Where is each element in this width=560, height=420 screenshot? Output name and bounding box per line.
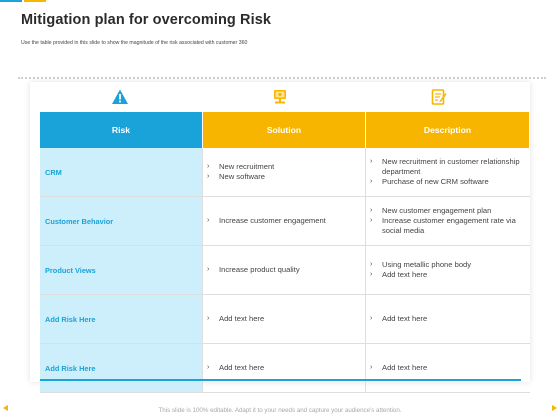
notepad-pencil-icon — [430, 88, 448, 106]
solution-cell — [203, 295, 366, 344]
list-item — [370, 363, 524, 373]
bullet-chevron-icon: › — [370, 158, 373, 165]
solution-cell — [203, 148, 366, 197]
table-row — [40, 246, 530, 295]
table-row — [40, 197, 530, 246]
slide-title: Mitigation plan for overcoming Risk — [21, 12, 272, 28]
description-text: Increase customer engagement rate via social media — [382, 216, 516, 235]
description-cell — [366, 246, 530, 295]
list-item — [370, 260, 524, 270]
list-item — [370, 216, 524, 236]
description-text: New customer engagement plan — [382, 206, 492, 215]
list-item — [370, 157, 524, 177]
description-text: Add text here — [382, 314, 428, 323]
bullet-chevron-icon: › — [370, 271, 373, 278]
solution-text: New recruitment — [219, 162, 275, 171]
list-item — [370, 206, 524, 216]
solution-text: Increase customer engagement — [219, 216, 326, 225]
list-item — [207, 265, 364, 275]
next-slide-arrow-icon[interactable] — [552, 405, 557, 411]
list-item — [370, 270, 524, 280]
top-accent-bar — [0, 0, 560, 3]
bullet-chevron-icon: › — [207, 163, 210, 170]
monitor-icon — [271, 88, 289, 106]
bullet-chevron-icon: › — [207, 173, 210, 180]
table-row — [40, 344, 530, 393]
description-text: Purchase of new CRM software — [382, 177, 489, 186]
accent-segment-yellow — [24, 0, 46, 2]
list-item — [370, 177, 524, 187]
bullet-chevron-icon: › — [370, 364, 373, 371]
header-description: Description — [366, 112, 530, 148]
table-header-row — [40, 112, 530, 148]
solution-text: New software — [219, 172, 266, 181]
risk-cell: Add Risk Here — [40, 295, 203, 344]
solution-cell — [203, 197, 366, 246]
slide-subtitle: Use the table provided in this slide to show the magnitude of the risk associated with customer 360 — [21, 40, 248, 46]
description-cell — [366, 197, 530, 246]
list-item — [207, 363, 364, 373]
footer-note: This slide is 100% editable. Adapt it to your needs and capture your audience's attention. — [158, 407, 402, 414]
table-row — [40, 148, 530, 197]
bullet-chevron-icon: › — [370, 207, 373, 214]
risk-table — [40, 112, 530, 393]
solution-text: Increase product quality — [219, 265, 300, 274]
bullet-chevron-icon: › — [370, 261, 373, 268]
risk-cell: Product Views — [40, 246, 203, 295]
description-cell — [366, 295, 530, 344]
description-cell — [366, 344, 530, 393]
bullet-chevron-icon: › — [370, 217, 373, 224]
header-risk: Risk — [40, 112, 203, 148]
description-text: Using metallic phone body — [382, 260, 472, 269]
warning-triangle-icon — [111, 88, 129, 106]
dotted-divider — [18, 77, 546, 79]
risk-cell: Add Risk Here — [40, 344, 203, 393]
list-item — [370, 314, 524, 324]
risk-cell: Customer Behavior — [40, 197, 203, 246]
bullet-chevron-icon: › — [207, 266, 210, 273]
accent-segment-blue — [0, 0, 22, 2]
bullet-chevron-icon: › — [207, 217, 210, 224]
description-text: Add text here — [382, 270, 428, 279]
risk-cell: CRM — [40, 148, 203, 197]
description-text: Add text here — [382, 363, 428, 372]
list-item — [207, 172, 364, 182]
solution-cell — [203, 246, 366, 295]
solution-cell — [203, 344, 366, 393]
table-bottom-rule — [40, 379, 521, 381]
list-item — [207, 314, 364, 324]
header-solution: Solution — [203, 112, 366, 148]
bullet-chevron-icon: › — [370, 315, 373, 322]
bullet-chevron-icon: › — [207, 315, 210, 322]
table-row — [40, 295, 530, 344]
bullet-chevron-icon: › — [370, 178, 373, 185]
solution-text: Add text here — [219, 314, 265, 323]
list-item — [207, 162, 364, 172]
bullet-chevron-icon: › — [207, 364, 210, 371]
solution-text: Add text here — [219, 363, 265, 372]
list-item — [207, 216, 364, 226]
description-cell — [366, 148, 530, 197]
description-text: New recruitment in customer relationship department — [382, 157, 520, 176]
